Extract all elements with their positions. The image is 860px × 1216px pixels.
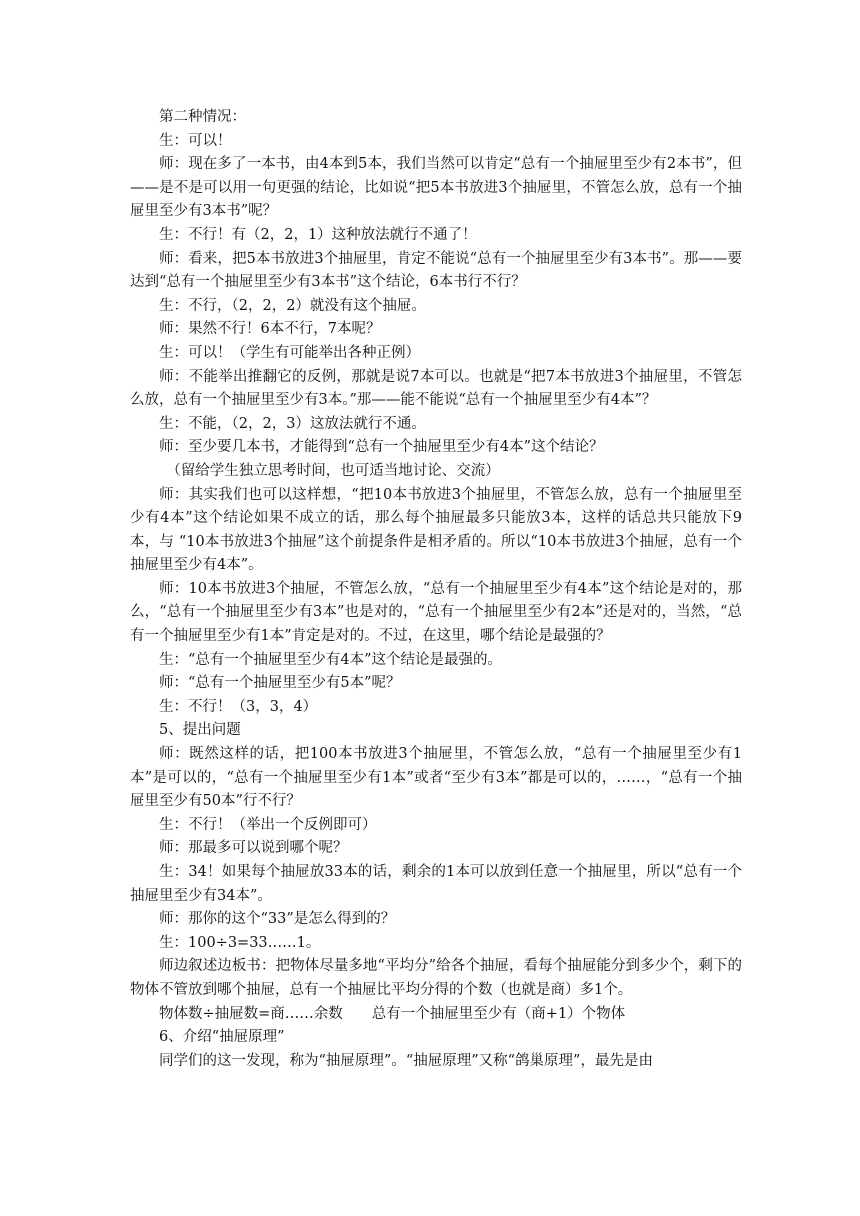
dialogue-line: 生：不行！有（2，2，1）这种放法就行不通了！ [159,226,477,243]
dialogue-line: 师：那最多可以说到哪个呢？ [159,840,348,857]
dialogue-line: 师：至少要几本书，才能得到“总有一个抽屉里至少有4本”这个结论？ [159,439,604,456]
dialogue-line: 师：看来，把5本书放进3个抽屉里，肯定不能说“总有一个抽屉里至少有3本书”。那——要达到“总有一个抽屉里至少有3本书”这个结论，6本书行不行？ [130,250,742,291]
formula-line: 物体数÷抽屉数=商……余数 总有一个抽屉里至少有（商+1）个物体 [159,1005,626,1022]
teaching-note: （留给学生独立思考时间，也可适当地讨论、交流） [166,462,500,479]
dialogue-line: 生：可以！ [159,132,232,149]
board-writing-description: 师边叙述边板书：把物体尽量多地“平均分”给各个抽屉，看每个抽屉能分到多少个，剩下的物体不管放到哪个抽屉，总有一个抽屉比平均分得的个数（也就是商）多1个。 [130,958,742,998]
dialogue-line: 生：不行！（3，3，4） [159,698,318,715]
section-heading: 6、介绍“抽屉原理” [159,1029,285,1046]
document-body [130,106,742,1073]
dialogue-line: 生：可以！（学生有可能举出各种正例） [159,344,420,361]
dialogue-line: 生：不行！（举出一个反例即可） [159,816,377,833]
section-subheading: 第二种情况： [159,109,246,125]
dialogue-line: 师：果然不行！6本不行，7本呢？ [159,321,381,338]
dialogue-line: 师：“总有一个抽屉里至少有5本”呢？ [159,675,401,692]
dialogue-line: 生：“总有一个抽屉里至少有4本”这个结论是最强的。 [159,651,503,668]
dialogue-line: 师：现在多了一本书，由4本到5本，我们当然可以肯定“总有一个抽屉里至少有2本书”，但——是不是可以用一句更强的结论，比如说“把5本书放进3个抽屉里，不管怎么放，总有一个抽屉里至少有3本书”呢？ [130,156,742,220]
dialogue-line: 生：不能，（2，2，3）这放法就行不通。 [159,415,426,432]
dialogue-line: 师：既然这样的话，把100本书放进3个抽屉里，不管怎么放，“总有一个抽屉里至少有1本”是可以的，“总有一个抽屉里至少有1本”或者“至少有3本”都是可以的，……，“总有一个抽屉里至少有50本”行不行？ [130,746,742,810]
dialogue-line: 生：100÷3=33……1。 [159,934,321,951]
dialogue-line: 师：其实我们也可以这样想，“把10本书放进3个抽屉里，不管怎么放，总有一个抽屉里至少有4本”这个结论如果不成立的话，那么每个抽屉最多只能放3本，这样的话总共只能放下9本，与 “10本书放进3个抽屉”这个前提条件是相矛盾的。所以“10本书放进3个抽屉，总有一个抽屉里至少有4本”。 [130,486,742,574]
dialogue-line: 师：不能举出推翻它的反例，那就是说7本可以。也就是“把7本书放进3个抽屉里，不管怎么放，总有一个抽屉里至少有3本。”那——能不能说“总有一个抽屉里至少有4本”？ [130,368,742,409]
body-paragraph: 同学们的这一发现，称为“抽屉原理”。“抽屉原理”又称“鸽巢原理”，最先是由 [159,1052,653,1069]
dialogue-line: 师：10本书放进3个抽屉，不管怎么放，“总有一个抽屉里至少有4本”这个结论是对的，那么，“总有一个抽屉里至少有3本”也是对的，“总有一个抽屉里至少有2本”还是对的，当然，“总有一个抽屉里至少有1本”肯定是对的。不过，在这里，哪个结论是最强的？ [130,580,742,645]
dialogue-line: 生：34！如果每个抽屉放33本的话，剩余的1本可以放到任意一个抽屉里，所以“总有一个抽屉里至少有34本”。 [130,864,742,904]
section-heading: 5、提出问题 [159,722,241,739]
dialogue-line: 师：那你的这个“33”是怎么得到的？ [159,911,396,928]
dialogue-line: 生：不行，（2，2，2）就没有这个抽屉。 [159,297,426,314]
